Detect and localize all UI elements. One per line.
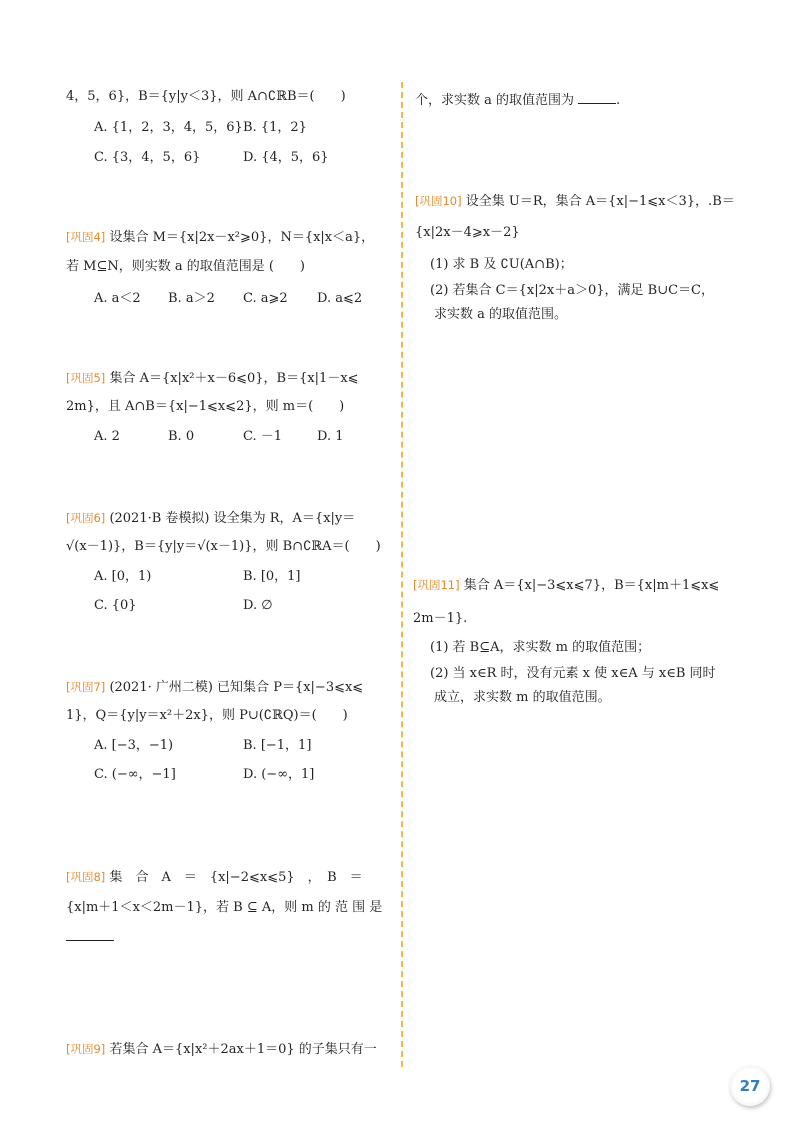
question-8-line1	[66, 868, 363, 887]
question-text: 个，求实数 a 的取值范围为	[415, 93, 575, 108]
option-a: A. a＜2	[94, 291, 141, 306]
option-b: B. 0	[168, 429, 195, 444]
question-tag: [巩固4]	[66, 230, 106, 244]
question-10-sub1: (1) 求 B 及 ∁U(A∩B)；	[430, 257, 573, 272]
option-b: B. [0，1]	[243, 569, 301, 584]
option-a: A. {1，2，3，4，5，6}	[94, 120, 243, 135]
question-text: (2021·B 卷模拟) 设全集为 R，A＝{x|y＝	[109, 511, 356, 526]
answer-blank	[66, 940, 114, 941]
question-tag: [巩固11]	[413, 578, 460, 592]
option-d: D. 1	[317, 429, 344, 444]
question-text: 设全集 U＝R，集合 A＝{x|−1⩽x＜3}，.B＝	[465, 194, 735, 209]
option-a: A. [−3，−1)	[94, 738, 174, 753]
question-11-sub1: (1) 若 B⊆A，求实数 m 的取值范围；	[430, 640, 651, 655]
question-6-line2: √(x－1)}，B＝{y|y＝√(x－1)}，则 B∩∁ℝA＝( )	[66, 539, 381, 554]
question-10-line2: {x|2x－4⩾x－2}	[415, 225, 520, 240]
question-6-line1	[66, 509, 355, 528]
question-7-line2: 1}，Q＝{y|y＝x²＋2x}，则 P∪(∁ℝQ)＝( )	[66, 708, 348, 723]
option-c: C. －1	[243, 429, 283, 444]
question-11-line1	[413, 576, 719, 595]
question-text: (2021· 广州二模) 已知集合 P＝{x|−3⩽x⩽	[109, 680, 364, 695]
column-divider	[401, 82, 403, 1067]
option-d: D. (−∞，1]	[243, 767, 315, 782]
question-5-line2: 2m}，且 A∩B＝{x|−1⩽x⩽2}，则 m＝( )	[66, 399, 345, 414]
question-text: 设集合 M＝{x|2x－x²⩾0}，N＝{x|x＜a}，	[109, 230, 375, 245]
question-tag: [巩固9]	[66, 1042, 106, 1056]
question-5-line1	[66, 369, 359, 388]
question-4-line1	[66, 228, 374, 247]
option-c: C. {0}	[94, 598, 137, 613]
question-10-sub2: (2) 若集合 C＝{x|2x＋a＞0}，满足 B∪C＝C，	[430, 283, 714, 298]
option-b: B. [−1，1]	[243, 738, 312, 753]
option-d: D. a⩽2	[317, 291, 363, 306]
question-4-line2: 若 M⊆N，则实数 a 的取值范围是 ( )	[66, 259, 306, 274]
question-10-line1	[415, 192, 735, 211]
question-11-line2: 2m－1}.	[413, 611, 468, 626]
page-number: 27	[739, 1077, 761, 1095]
option-b: B. {1，2}	[243, 120, 307, 135]
option-d: D. {4，5，6}	[243, 150, 329, 165]
question-11-sub2-cont: 成立，求实数 m 的取值范围。	[434, 690, 611, 705]
question-text: 若集合 A＝{x|x²＋2ax＋1＝0} 的子集只有一	[109, 1042, 377, 1057]
question-tag: [巩固7]	[66, 680, 106, 694]
question-tag: [巩固5]	[66, 371, 106, 385]
option-c: C. (−∞，−1]	[94, 767, 176, 782]
option-c: C. a⩾2	[243, 291, 288, 306]
option-a: A. 2	[94, 429, 120, 444]
question-9-continuation: 个，求实数 a 的取值范围为 .	[415, 93, 621, 108]
question-text: 集合 A＝{x|x²＋x－6⩽0}，B＝{x|1－x⩽	[109, 371, 359, 386]
question-11-sub2: (2) 当 x∈R 时，没有元素 x 使 x∈A 与 x∈B 同时	[430, 666, 716, 681]
question-tag: [巩固10]	[415, 194, 462, 208]
question-9-line1	[66, 1040, 377, 1059]
page-number-badge	[730, 1066, 770, 1106]
question-text: 集合 A＝{x|−3⩽x⩽7}，B＝{x|m＋1⩽x⩽	[463, 578, 720, 593]
question-8-line2: {x|m＋1＜x＜2m－1}，若 B ⊆ A，则 m 的 范 围 是	[66, 900, 383, 915]
question-continuation-line: 4，5，6}，B＝{y|y＜3}，则 A∩∁ℝB＝( )	[66, 89, 346, 104]
option-b: B. a＞2	[168, 291, 215, 306]
question-7-line1	[66, 678, 363, 697]
question-tag: [巩固6]	[66, 511, 106, 525]
answer-blank	[578, 91, 616, 104]
question-tag: [巩固8]	[66, 870, 106, 884]
option-d: D. ∅	[243, 598, 273, 613]
question-10-sub2-cont: 求实数 a 的取值范围。	[434, 307, 568, 322]
option-c: C. {3，4，5，6}	[94, 150, 201, 165]
question-text: 集 合 A ＝ {x|−2⩽x⩽5} ， B ＝	[109, 870, 363, 885]
option-a: A. [0，1)	[94, 569, 152, 584]
